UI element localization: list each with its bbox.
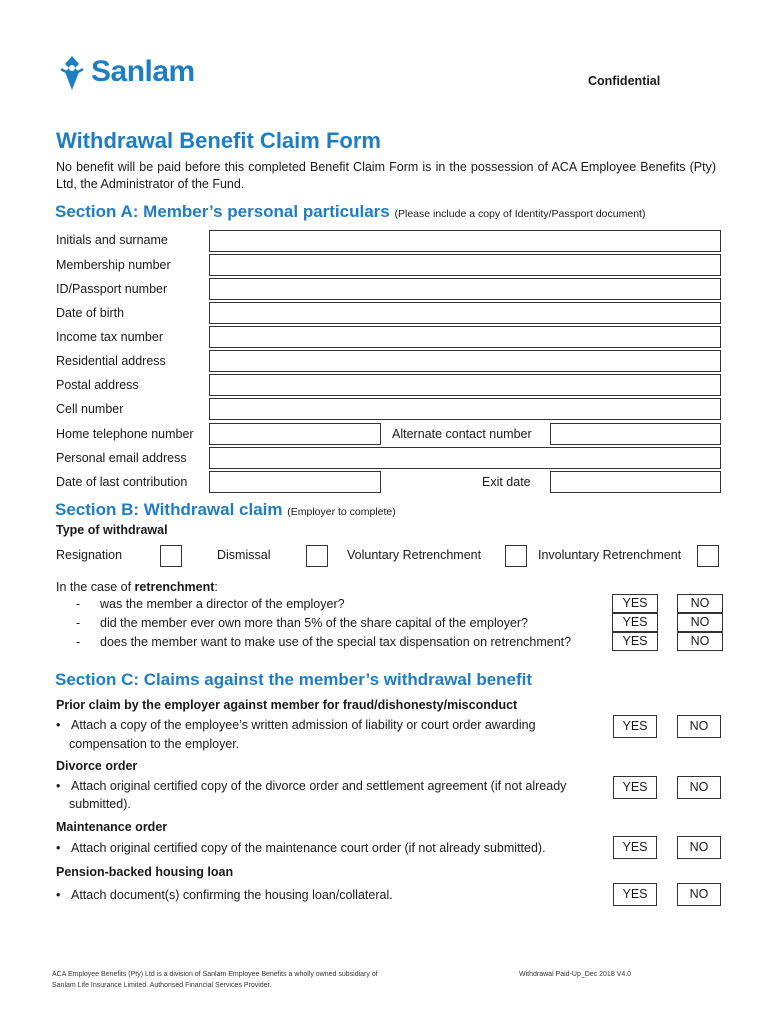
date-of-birth-input[interactable] <box>209 302 721 324</box>
withdrawal-type-voluntary: Voluntary Retrenchment <box>347 548 482 562</box>
section-b-title: Section B: Withdrawal claim <box>55 500 283 519</box>
housing-no-box[interactable]: NO <box>677 883 721 906</box>
maintenance-no-box[interactable]: NO <box>677 836 721 859</box>
retrenchment-question-1: was the member a director of the employer? <box>100 597 345 611</box>
postal-address-input[interactable] <box>209 374 721 396</box>
confidential-label: Confidential <box>588 74 661 88</box>
divorce-yes-box[interactable]: YES <box>613 776 657 799</box>
income-tax-input[interactable] <box>209 326 721 348</box>
id-passport-input[interactable] <box>209 278 721 300</box>
section-b-note: (Employer to complete) <box>287 506 396 518</box>
withdrawal-type-involuntary: Involuntary Retrenchment <box>538 548 682 562</box>
bullet: • <box>56 841 61 855</box>
retrenchment-question-3: does the member want to make use of the special tax dispensation on retrenchment? <box>100 635 572 649</box>
q2-no-box[interactable]: NO <box>677 613 723 632</box>
claim-title-fraud: Prior claim by the employer against member for fraud/dishonesty/misconduct <box>56 698 518 712</box>
q1-no-box[interactable]: NO <box>677 594 723 613</box>
claim-divorce-line1: Attach original certified copy of the divorce order and settlement agreement (if not already <box>71 779 567 793</box>
question-dash: - <box>76 635 81 649</box>
divorce-no-box[interactable]: NO <box>677 776 721 799</box>
field-label-postal: Postal address <box>56 378 139 392</box>
bullet: • <box>56 718 61 732</box>
type-of-withdrawal-label: Type of withdrawal <box>56 523 168 537</box>
fraud-yes-box[interactable]: YES <box>613 715 657 738</box>
q3-no-box[interactable]: NO <box>677 632 723 651</box>
field-label-alt-contact: Alternate contact number <box>392 427 532 441</box>
cell-number-input[interactable] <box>209 398 721 420</box>
claim-divorce-line2: submitted). <box>69 797 131 811</box>
section-a-note: (Please include a copy of Identity/Passport document) <box>394 208 646 220</box>
field-label-id: ID/Passport number <box>56 282 168 296</box>
withdrawal-type-resignation: Resignation <box>56 548 123 562</box>
field-label-exit-date: Exit date <box>482 475 531 489</box>
bullet: • <box>56 888 61 902</box>
maintenance-yes-box[interactable]: YES <box>613 836 657 859</box>
field-label-dob: Date of birth <box>56 306 125 320</box>
claim-housing-line1: Attach document(s) confirming the housing loan/collateral. <box>71 888 393 902</box>
claim-fraud-line1: Attach a copy of the employee’s written admission of liability or court order awarding <box>71 718 536 732</box>
field-label-cell: Cell number <box>56 402 124 416</box>
footer-line-2: Sanlam Life Insurance Limited. Authorised Financial Services Provider. <box>52 982 272 989</box>
retrenchment-question-2: did the member ever own more than 5% of the share capital of the employer? <box>100 616 529 630</box>
sanlam-anchor-icon <box>57 55 87 91</box>
brand-name: Sanlam <box>91 55 195 88</box>
field-label-home-tel: Home telephone number <box>56 427 194 441</box>
membership-number-input[interactable] <box>209 254 721 276</box>
field-label-last-contribution: Date of last contribution <box>56 475 188 489</box>
last-contribution-input[interactable] <box>209 471 381 493</box>
home-telephone-input[interactable] <box>209 423 381 445</box>
q2-yes-box[interactable]: YES <box>612 613 658 632</box>
alternate-contact-input[interactable] <box>550 423 721 445</box>
field-label-initials: Initials and surname <box>56 233 168 247</box>
residential-address-input[interactable] <box>209 350 721 372</box>
footer-version: Withdrawal Paid-Up_Dec 2018 V4.0 <box>519 971 632 978</box>
field-label-email: Personal email address <box>56 451 187 465</box>
personal-email-input[interactable] <box>209 447 721 469</box>
retrenchment-suffix: : <box>214 580 218 594</box>
voluntary-retrenchment-checkbox[interactable] <box>505 545 527 567</box>
footer-line-1: ACA Employee Benefits (Pty) Ltd is a division of Sanlam Employee Benefits a wholly owned subsidiary of <box>52 971 378 978</box>
field-label-membership: Membership number <box>56 258 171 272</box>
claim-title-housing: Pension-backed housing loan <box>56 865 234 879</box>
q3-yes-box[interactable]: YES <box>612 632 658 651</box>
fraud-no-box[interactable]: NO <box>677 715 721 738</box>
field-label-residential: Residential address <box>56 354 166 368</box>
claim-title-maintenance: Maintenance order <box>56 820 168 834</box>
retrenchment-bold: retrenchment <box>134 580 215 594</box>
form-title: Withdrawal Benefit Claim Form <box>56 128 381 153</box>
question-dash: - <box>76 597 81 611</box>
bullet: • <box>56 779 61 793</box>
intro-text: No benefit will be paid before this completed Benefit Claim Form is in the possession of ACA Employee Benefits (Pty) Ltd, the Administrator of the Fund. <box>56 160 716 191</box>
claim-fraud-line2: compensation to the employer. <box>69 737 240 751</box>
claim-maintenance-line1: Attach original certified copy of the maintenance court order (if not already submitted). <box>71 841 546 855</box>
retrenchment-prefix: In the case of <box>56 580 135 594</box>
housing-yes-box[interactable]: YES <box>613 883 657 906</box>
field-label-tax: Income tax number <box>56 330 163 344</box>
section-a-title: Section A: Member’s personal particulars <box>55 202 390 221</box>
resignation-checkbox[interactable] <box>160 545 182 567</box>
initials-surname-input[interactable] <box>209 230 721 252</box>
section-c-heading: Section C: Claims against the member’s withdrawal benefit <box>55 670 533 689</box>
claim-title-divorce: Divorce order <box>56 759 138 773</box>
footer-disclaimer <box>52 969 378 991</box>
dismissal-checkbox[interactable] <box>306 545 328 567</box>
retrenchment-intro <box>56 580 218 594</box>
involuntary-retrenchment-checkbox[interactable] <box>697 545 719 567</box>
sanlam-logo <box>57 55 217 93</box>
exit-date-input[interactable] <box>550 471 721 493</box>
section-b-heading <box>55 500 396 520</box>
section-a-heading <box>55 202 645 222</box>
q1-yes-box[interactable]: YES <box>612 594 658 613</box>
question-dash: - <box>76 616 81 630</box>
withdrawal-type-dismissal: Dismissal <box>217 548 271 562</box>
